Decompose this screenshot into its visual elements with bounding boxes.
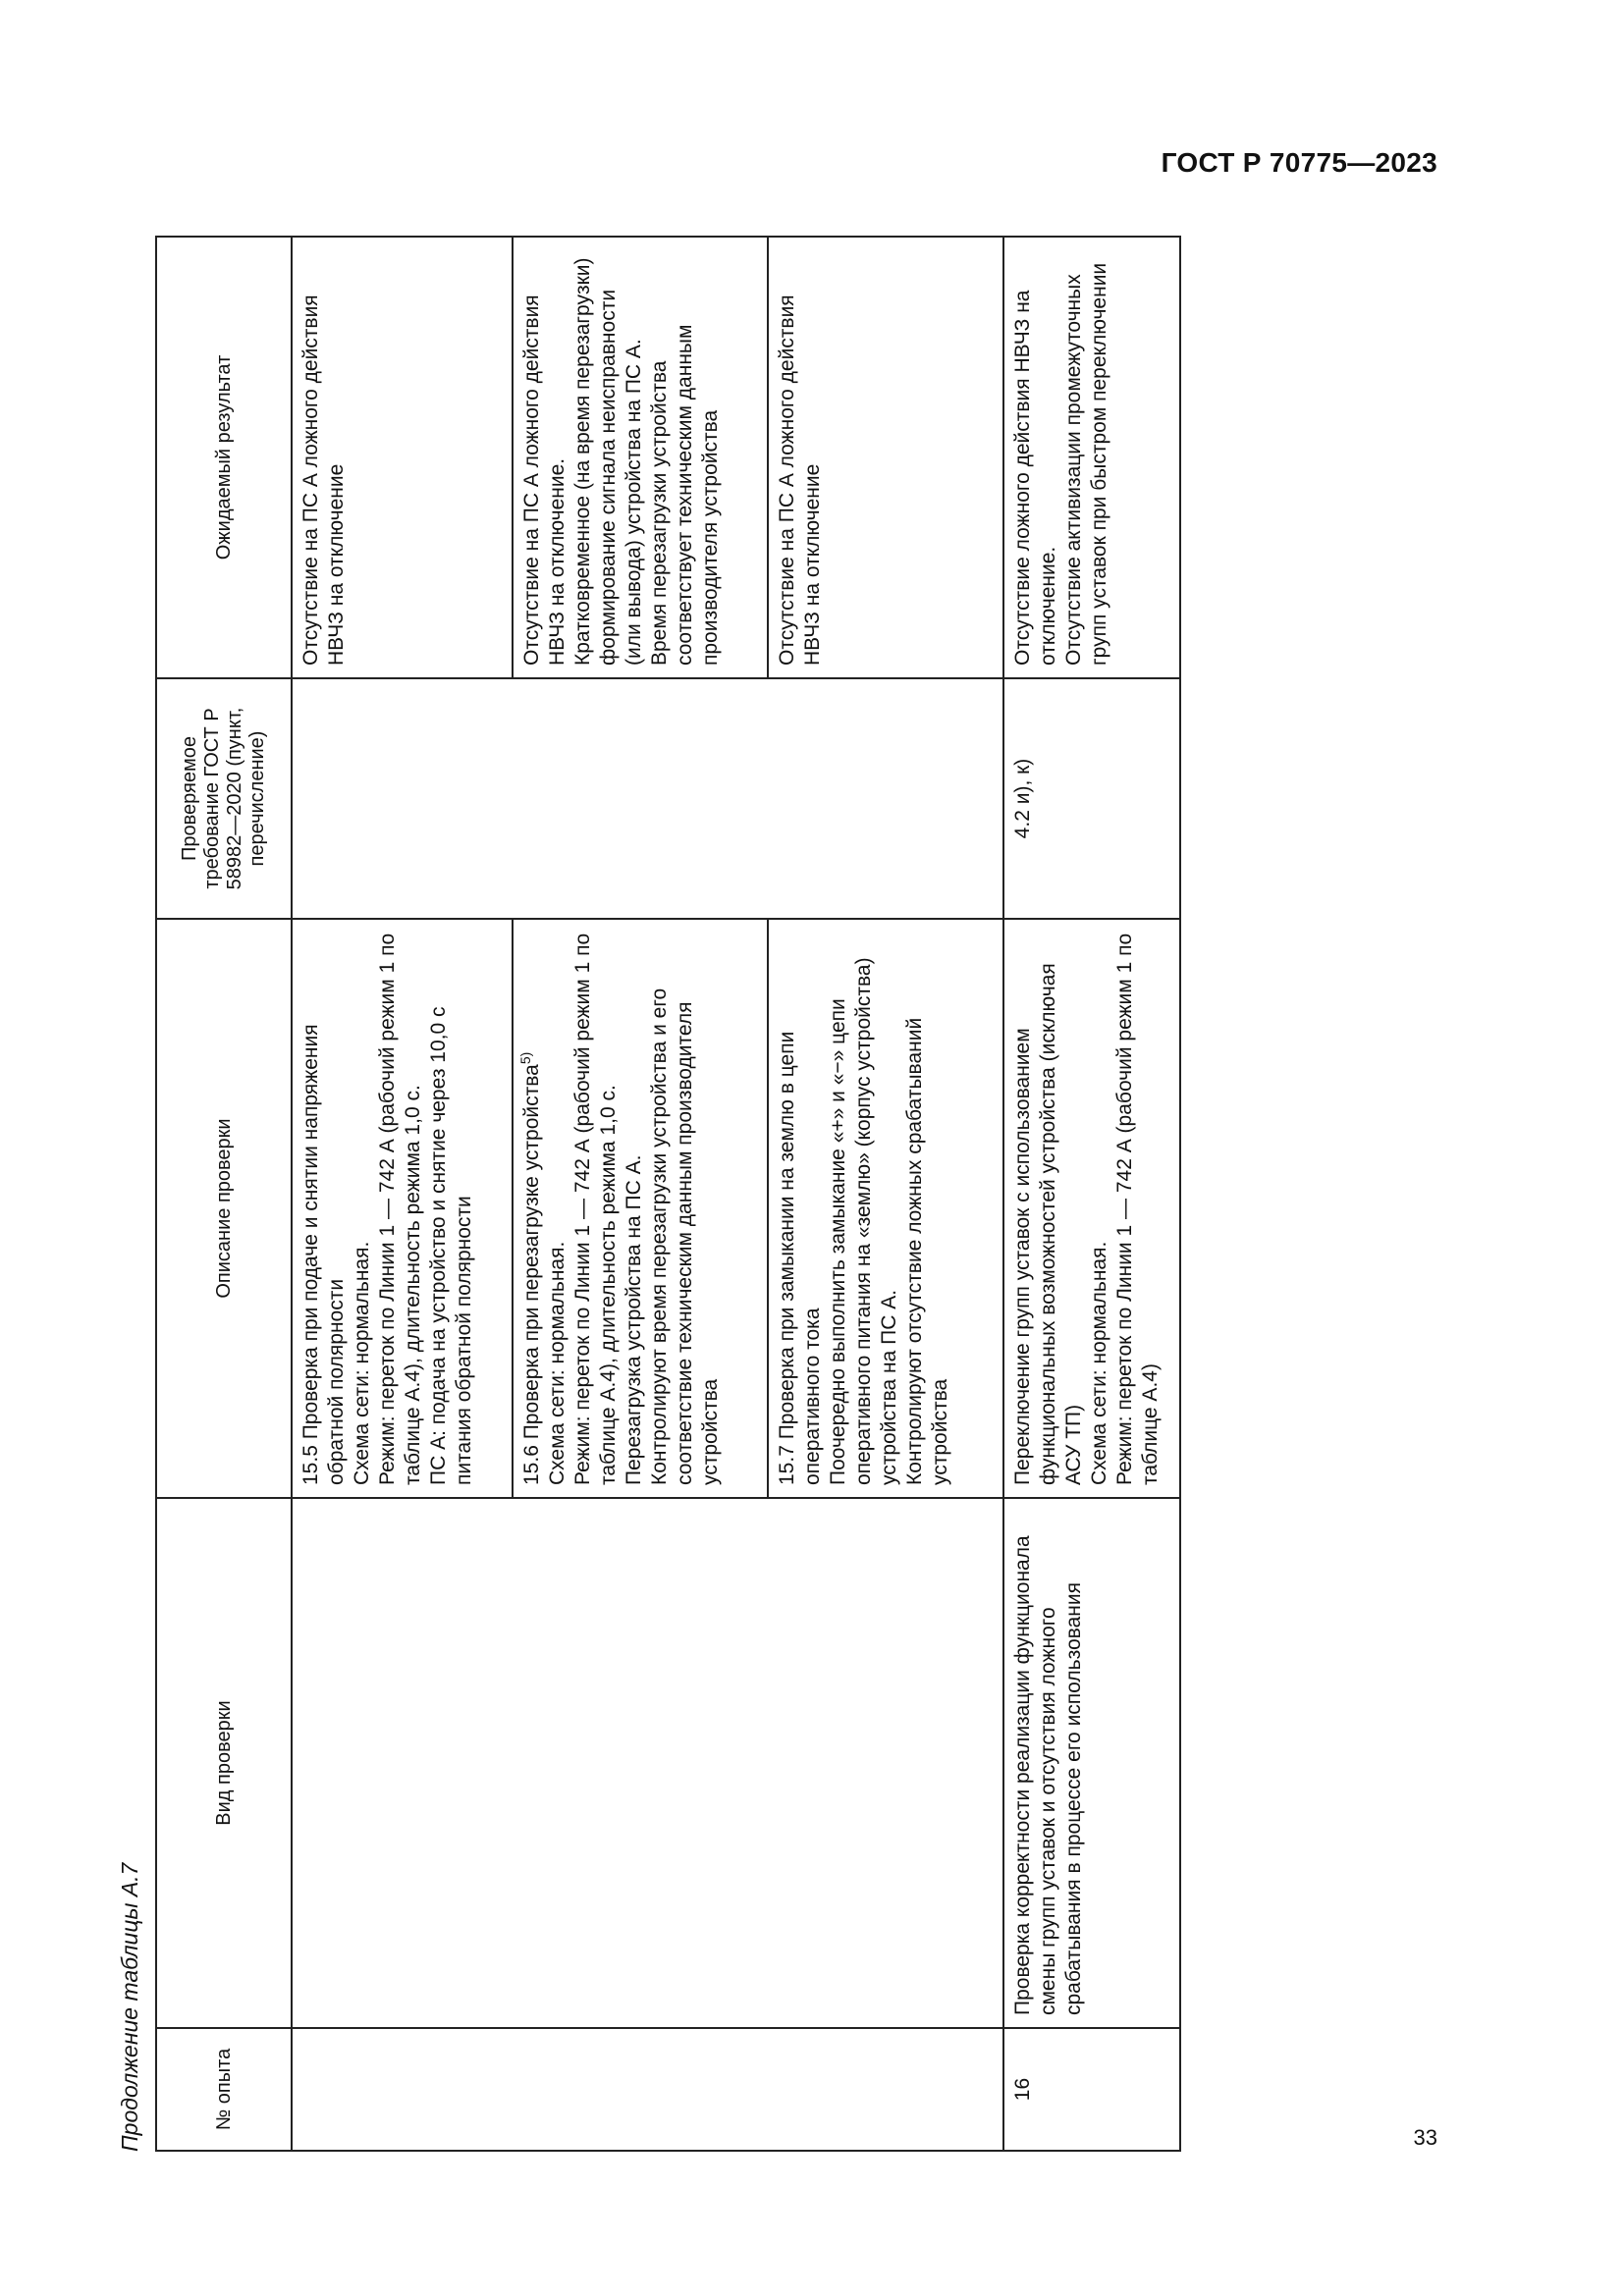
cell-desc-16 (1003, 919, 1180, 1498)
result-line: Отсутствие на ПС А ложного действия НВЧЗ на отключение. (520, 294, 568, 666)
cell-desc-15-5 (292, 919, 513, 1498)
cell-type-15 (292, 1498, 1003, 2028)
desc-line: ПС А: подача на устройство и снятие через 10,0 с питания обратной полярности (427, 1006, 475, 1485)
cell-desc-15-7 (768, 919, 1003, 1498)
cell-result-15-7 (768, 237, 1003, 678)
standard-designation: ГОСТ Р 70775—2023 (1161, 147, 1437, 178)
col-header-desc: Описание проверки (156, 919, 292, 1498)
table-row (1003, 237, 1180, 2151)
desc-line: Режим: переток по Линии 1 — 742 А (рабочий режим 1 по таблице А.4), длительность режима 1,0 с. (376, 933, 424, 1485)
desc-line: Поочередно выполнить замыкание «+» и «−» цепи оперативного питания на «землю» (корпус устройства) устройства на ПС А. (827, 957, 900, 1485)
col-header-result: Ожидаемый результат (156, 237, 292, 678)
result-line: Отсутствие на ПС А ложного действия НВЧЗ на отключение (776, 294, 824, 666)
cell-num-15 (292, 2028, 1003, 2151)
desc-line: Контролируют отсутствие ложных срабатываний устройства (903, 1017, 951, 1485)
cell-result-16 (1003, 237, 1180, 678)
table-row (292, 237, 513, 2151)
col-header-req: Проверяемое требование ГОСТ Р 58982—2020 (пункт, перечисление) (156, 678, 292, 919)
table-caption: Продолжение таблицы А.7 (117, 1862, 142, 2152)
test-table (155, 236, 1181, 2152)
cell-result-15-5 (292, 237, 513, 678)
desc-line: Режим: переток по Линии 1 — 742 А (рабочий режим 1 по таблице А.4) (1113, 933, 1162, 1485)
result-line: Время перезагрузки устройства соответствует техническим данным производителя устройства (648, 324, 722, 666)
desc-line: Контролируют время перезагрузки устройства и его соответствие техническим данным производителя устройства (648, 988, 722, 1485)
cell-num-16: 16 (1003, 2028, 1180, 2151)
desc-title: 15.6 Проверка при перезагрузке устройства (520, 1064, 543, 1485)
result-line: Кратковременное (на время перезагрузки) формирование сигнала неисправности (или вывода) устройства на ПС А. (571, 257, 645, 666)
result-line: Отсутствие ложного действия НВЧЗ на отключение. (1011, 290, 1059, 666)
desc-line: Режим: переток по Линии 1 — 742 А (рабочий режим 1 по таблице А.4), длительность режима 1,0 с. (571, 933, 620, 1485)
cell-req-16: 4.2 и), к) (1003, 678, 1180, 919)
cell-result-15-6 (513, 237, 768, 678)
desc-line: Схема сети: нормальная. (1088, 1241, 1110, 1485)
rotated-table-page (110, 238, 1269, 2152)
page-number: 33 (1413, 2125, 1437, 2150)
desc-line: Схема сети: нормальная. (546, 1241, 568, 1485)
desc-line: 15.5 Проверка при подаче и снятии напряжения обратной полярности (299, 1024, 348, 1485)
result-line: Отсутствие на ПС А ложного действия НВЧЗ на отключение (299, 294, 348, 666)
desc-line: Перезагрузка устройства на ПС А. (623, 1154, 645, 1485)
col-header-num: № опыта (156, 2028, 292, 2151)
desc-line: 15.7 Проверка при замыкании на землю в цепи оперативного тока (776, 1031, 824, 1485)
desc-line (519, 932, 545, 1485)
col-header-type: Вид проверки (156, 1498, 292, 2028)
result-line: Отсутствие активизации промежуточных групп уставок при быстром переключении (1062, 262, 1110, 666)
cell-req-15 (292, 678, 1003, 919)
cell-type-16: Проверка корректности реализации функционала смены групп уставок и отсутствия ложного срабатывания в процессе его использования (1003, 1498, 1180, 2028)
cell-desc-15-6 (513, 919, 768, 1498)
desc-line: Схема сети: нормальная. (351, 1241, 373, 1485)
table-header-row (156, 237, 292, 2151)
desc-line: Переключение групп уставок с использованием функциональных возможностей устройства (исключая АСУ ТП) (1011, 963, 1085, 1485)
footnote-ref: 5) (517, 1051, 533, 1065)
